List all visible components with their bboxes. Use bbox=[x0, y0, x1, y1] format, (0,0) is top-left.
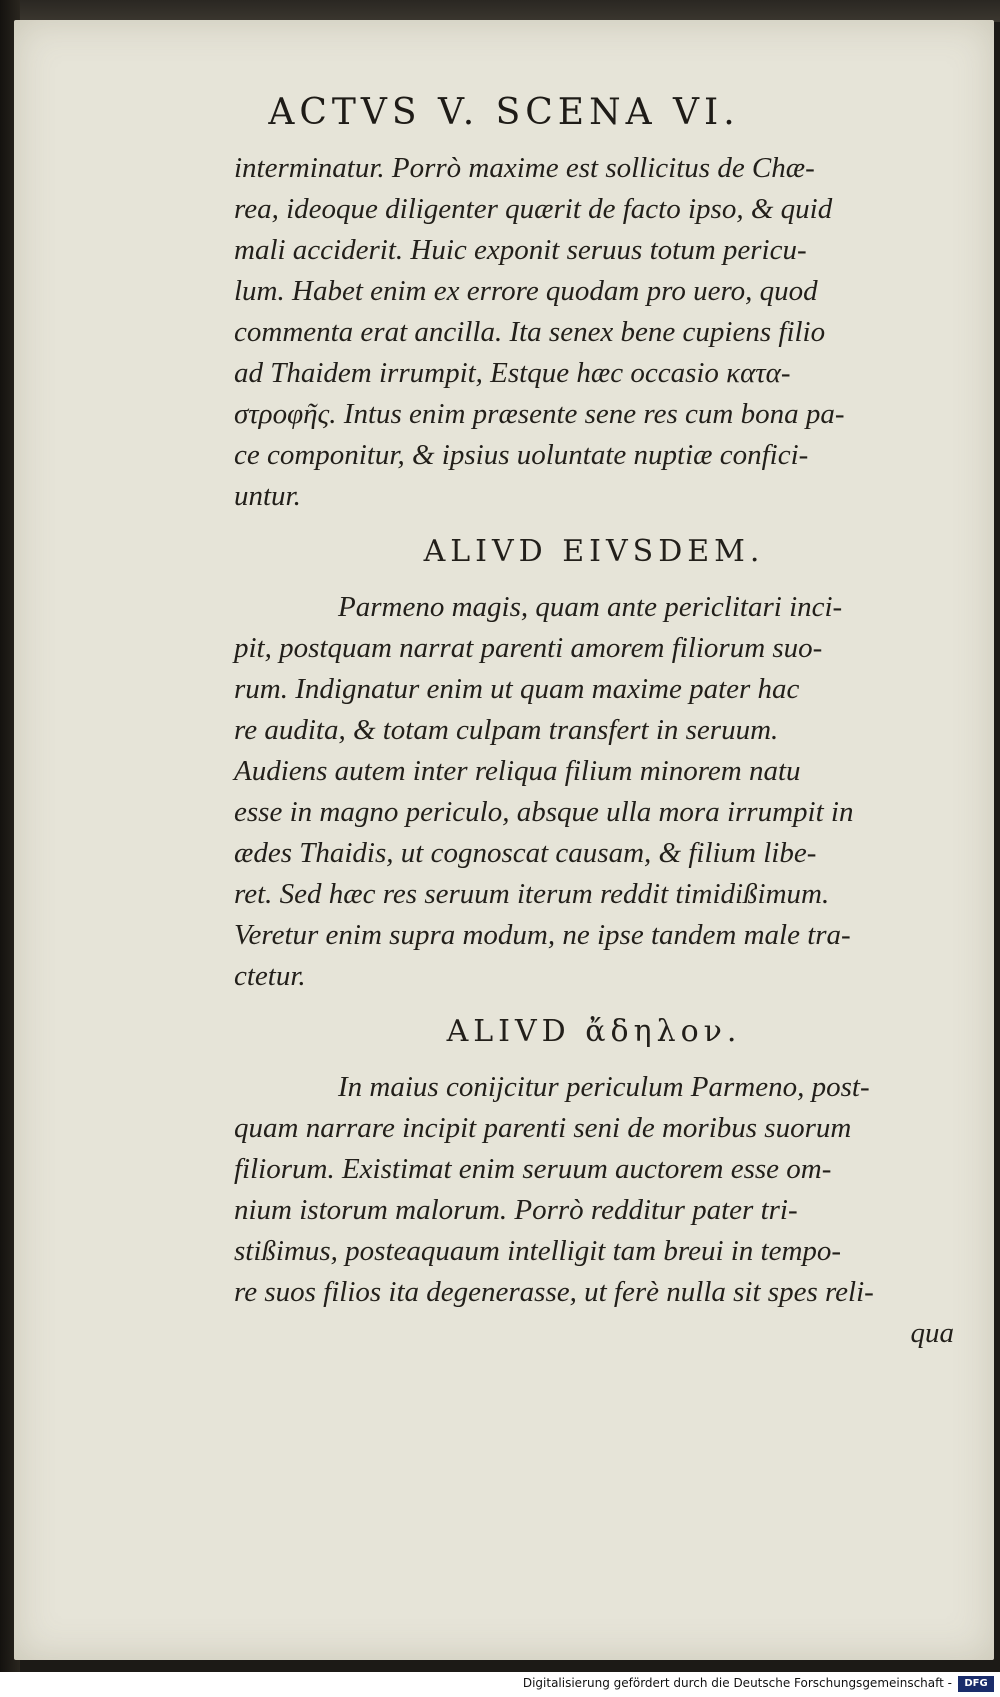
text-line: interminatur. Porrò maxime est sollicitus de Chæ- bbox=[234, 152, 815, 184]
text-line: ædes Thaidis, ut cognoscat causam, & filium libe- bbox=[234, 837, 817, 869]
paragraph-aliud-eiusdem bbox=[234, 587, 954, 997]
text-line: Audiens autem inter reliqua filium minorem natu bbox=[234, 755, 801, 787]
text-line: untur. bbox=[234, 480, 301, 512]
text-line: re audita, & totam culpam transfert in seruum. bbox=[234, 714, 779, 746]
running-header: ACTVS V. SCENA VI. bbox=[268, 92, 740, 133]
text-line: commenta erat ancilla. Ita senex bene cupiens filio bbox=[234, 316, 826, 348]
text-line: mali acciderit. Huic exponit seruus totum pericu- bbox=[234, 234, 807, 266]
digitization-footer bbox=[0, 1672, 1000, 1697]
catchword: qua bbox=[910, 1317, 954, 1349]
section-title: ALIVD EIVSDEM. bbox=[423, 534, 765, 569]
section-title: ALIVD ἄδηλον. bbox=[446, 1014, 742, 1049]
text-line: stißimus, posteaquaum intelligit tam breui in tempo- bbox=[234, 1235, 842, 1267]
text-line: ret. Sed hæc res seruum iterum reddit timidißimum. bbox=[234, 878, 830, 910]
text-line: lum. Habet enim ex errore quodam pro uero, quod bbox=[234, 275, 818, 307]
book-page bbox=[14, 20, 994, 1660]
paragraph-argument bbox=[234, 148, 954, 517]
funding-credit: Digitalisierung gefördert durch die Deutsche Forschungsgemeinschaft - bbox=[522, 1676, 952, 1690]
text-line: Veretur enim supra modum, ne ipse tandem male tra- bbox=[234, 919, 851, 951]
paragraph-aliud-adelon bbox=[234, 1067, 954, 1354]
text-line: filiorum. Existimat enim seruum auctorem esse om- bbox=[234, 1153, 832, 1185]
text-line: pit, postquam narrat parenti amorem filiorum suo- bbox=[234, 632, 823, 664]
scan-top-edge bbox=[0, 0, 1000, 22]
text-line: στροφῆς. Intus enim præsente sene res cum bona pa- bbox=[234, 398, 845, 430]
text-line: Parmeno magis, quam ante periclitari inci- bbox=[338, 591, 843, 623]
dfg-logo: DFG bbox=[958, 1676, 994, 1692]
text-line: nium istorum malorum. Porrò redditur pater tri- bbox=[234, 1194, 798, 1226]
text-line: rum. Indignatur enim ut quam maxime pater hac bbox=[234, 673, 800, 705]
text-line: quam narrare incipit parenti seni de moribus suorum bbox=[234, 1112, 852, 1144]
page-text bbox=[234, 148, 954, 1354]
text-line: In maius conijcitur periculum Parmeno, post- bbox=[338, 1071, 870, 1103]
text-line: rea, ideoque diligenter quærit de facto ipso, & quid bbox=[234, 193, 833, 225]
text-line: ce componitur, & ipsius uoluntate nuptiæ confici- bbox=[234, 439, 809, 471]
text-line: esse in magno periculo, absque ulla mora irrumpit in bbox=[234, 796, 854, 828]
text-line: re suos filios ita degenerasse, ut ferè nulla sit spes reli- bbox=[234, 1276, 874, 1308]
text-line: ad Thaidem irrumpit, Estque hæc occasio κατα- bbox=[234, 357, 791, 389]
text-line: ctetur. bbox=[234, 960, 306, 992]
